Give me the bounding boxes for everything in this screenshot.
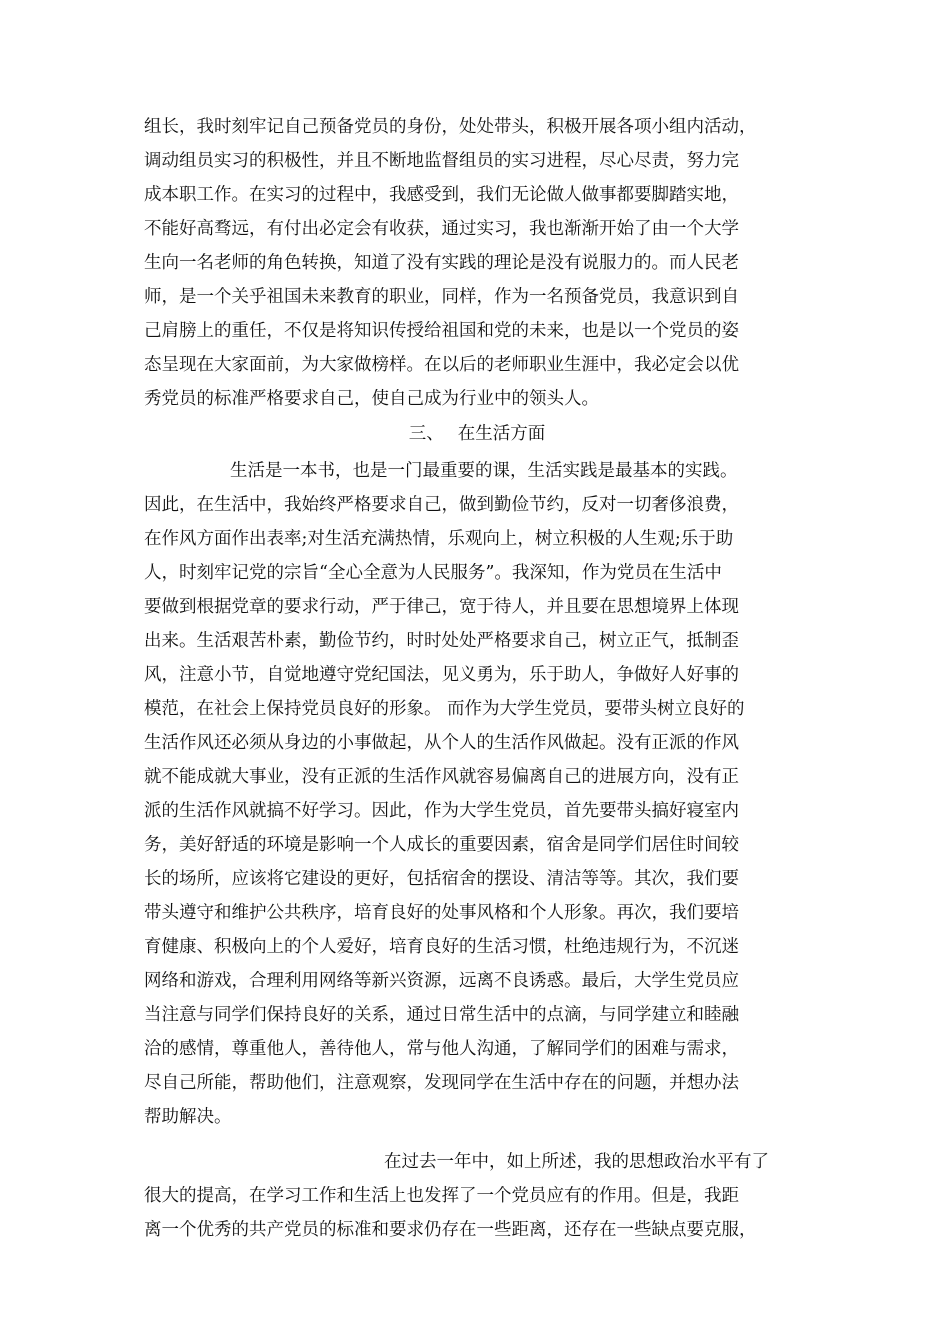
paragraph-2-line-7: 风，注意小节，自觉地遵守党纪国法，见义勇为，乐于助人，争做好人好事的 <box>144 665 739 685</box>
paragraph-1-line-8: 态呈现在大家面前，为大家做榜样。在以后的老师职业生涯中，我必定会以优 <box>144 355 739 375</box>
paragraph-1-line-6: 师，是一个关乎祖国未来教育的职业，同样，作为一名预备党员，我意识到自 <box>144 287 739 307</box>
paragraph-2-line-2: 因此，在生活中，我始终严格要求自己，做到勤俭节约，反对一切奢侈浪费， <box>144 495 739 515</box>
section-title: 在生活方面 <box>457 424 546 444</box>
paragraph-2-line-5: 要做到根据党章的要求行动，严于律己，宽于待人，并且要在思想境界上体现 <box>144 597 739 617</box>
paragraph-2-line-9: 生活作风还必须从身边的小事做起，从个人的生活作风做起。没有正派的作风 <box>144 733 739 753</box>
paragraph-2-line-10: 就不能成就大事业，没有正派的生活作风就容易偏离自己的进展方向，没有正 <box>144 767 739 787</box>
paragraph-2-line-15: 育健康、积极向上的个人爱好，培育良好的生活习惯，杜绝违规行为，不沉迷 <box>144 937 739 957</box>
paragraph-3-line-1: 在过去一年中，如上所述，我的思想政治水平有了 <box>384 1152 769 1172</box>
paragraph-2-line-20: 帮助解决。 <box>144 1107 232 1127</box>
paragraph-2-line-18: 洽的感情，尊重他人，善待他人，常与他人沟通，了解同学们的困难与需求， <box>144 1039 739 1059</box>
paragraph-3-line-2: 很大的提高，在学习工作和生活上也发挥了一个党员应有的作用。但是，我距 <box>144 1186 739 1206</box>
paragraph-2-line-17: 当注意与同学们保持良好的关系，通过日常生活中的点滴，与同学建立和睦融 <box>144 1005 739 1025</box>
paragraph-2-line-16: 网络和游戏，合理利用网络等新兴资源，远离不良诱惑。最后，大学生党员应 <box>144 971 739 991</box>
paragraph-2-line-13: 长的场所，应该将它建设的更好，包括宿舍的摆设、清洁等等。其次，我们要 <box>144 869 739 889</box>
paragraph-2-line-19: 尽自己所能，帮助他们，注意观察，发现同学在生活中存在的问题，并想办法 <box>144 1073 739 1093</box>
section-heading <box>144 423 810 445</box>
paragraph-1-line-3: 成本职工作。在实习的过程中，我感受到，我们无论做人做事都要脚踏实地， <box>144 185 739 205</box>
paragraph-1-line-5: 生向一名老师的角色转换，知道了没有实践的理论是没有说服力的。而人民老 <box>144 253 739 273</box>
paragraph-1-line-1: 组长，我时刻牢记自己预备党员的身份，处处带头，积极开展各项小组内活动， <box>144 117 757 137</box>
paragraph-2-line-8: 模范，在社会上保持党员良好的形象。 而作为大学生党员，要带头树立良好的 <box>144 699 745 719</box>
paragraph-1-line-4: 不能好高骛远，有付出必定会有收获，通过实习，我也渐渐开始了由一个大学 <box>144 219 739 239</box>
paragraph-2-line-11: 派的生活作风就搞不好学习。因此，作为大学生党员，首先要带头搞好寝室内 <box>144 801 739 821</box>
paragraph-2-line-12: 务，美好舒适的环境是影响一个人成长的重要因素，宿舍是同学们居住时间较 <box>144 835 739 855</box>
section-number: 三、 <box>408 424 444 444</box>
paragraph-2-line-3: 在作风方面作出表率;对生活充满热情，乐观向上，树立积极的人生观;乐于助 <box>144 529 734 549</box>
paragraph-2-line-4: 人，时刻牢记党的宗旨“全心全意为人民服务”。我深知，作为党员在生活中 <box>144 563 722 583</box>
paragraph-2-line-14: 带头遵守和维护公共秩序，培育良好的处事风格和个人形象。再次，我们要培 <box>144 903 739 923</box>
paragraph-2-line-6: 出来。生活艰苦朴素，勤俭节约，时时处处严格要求自己，树立正气，抵制歪 <box>144 631 739 651</box>
paragraph-1-line-9: 秀党员的标准严格要求自己，使自己成为行业中的领头人。 <box>144 389 599 409</box>
paragraph-1-line-7: 己肩膀上的重任，不仅是将知识传授给祖国和党的未来，也是以一个党员的姿 <box>144 321 739 341</box>
paragraph-1-line-2: 调动组员实习的积极性，并且不断地监督组员的实习进程，尽心尽责，努力完 <box>144 151 739 171</box>
paragraph-2-line-1: 生活是一本书，也是一门最重要的课，生活实践是最基本的实践。 <box>230 461 738 481</box>
paragraph-3-line-3: 离一个优秀的共产党员的标准和要求仍存在一些距离，还存在一些缺点要克服， <box>144 1220 757 1240</box>
